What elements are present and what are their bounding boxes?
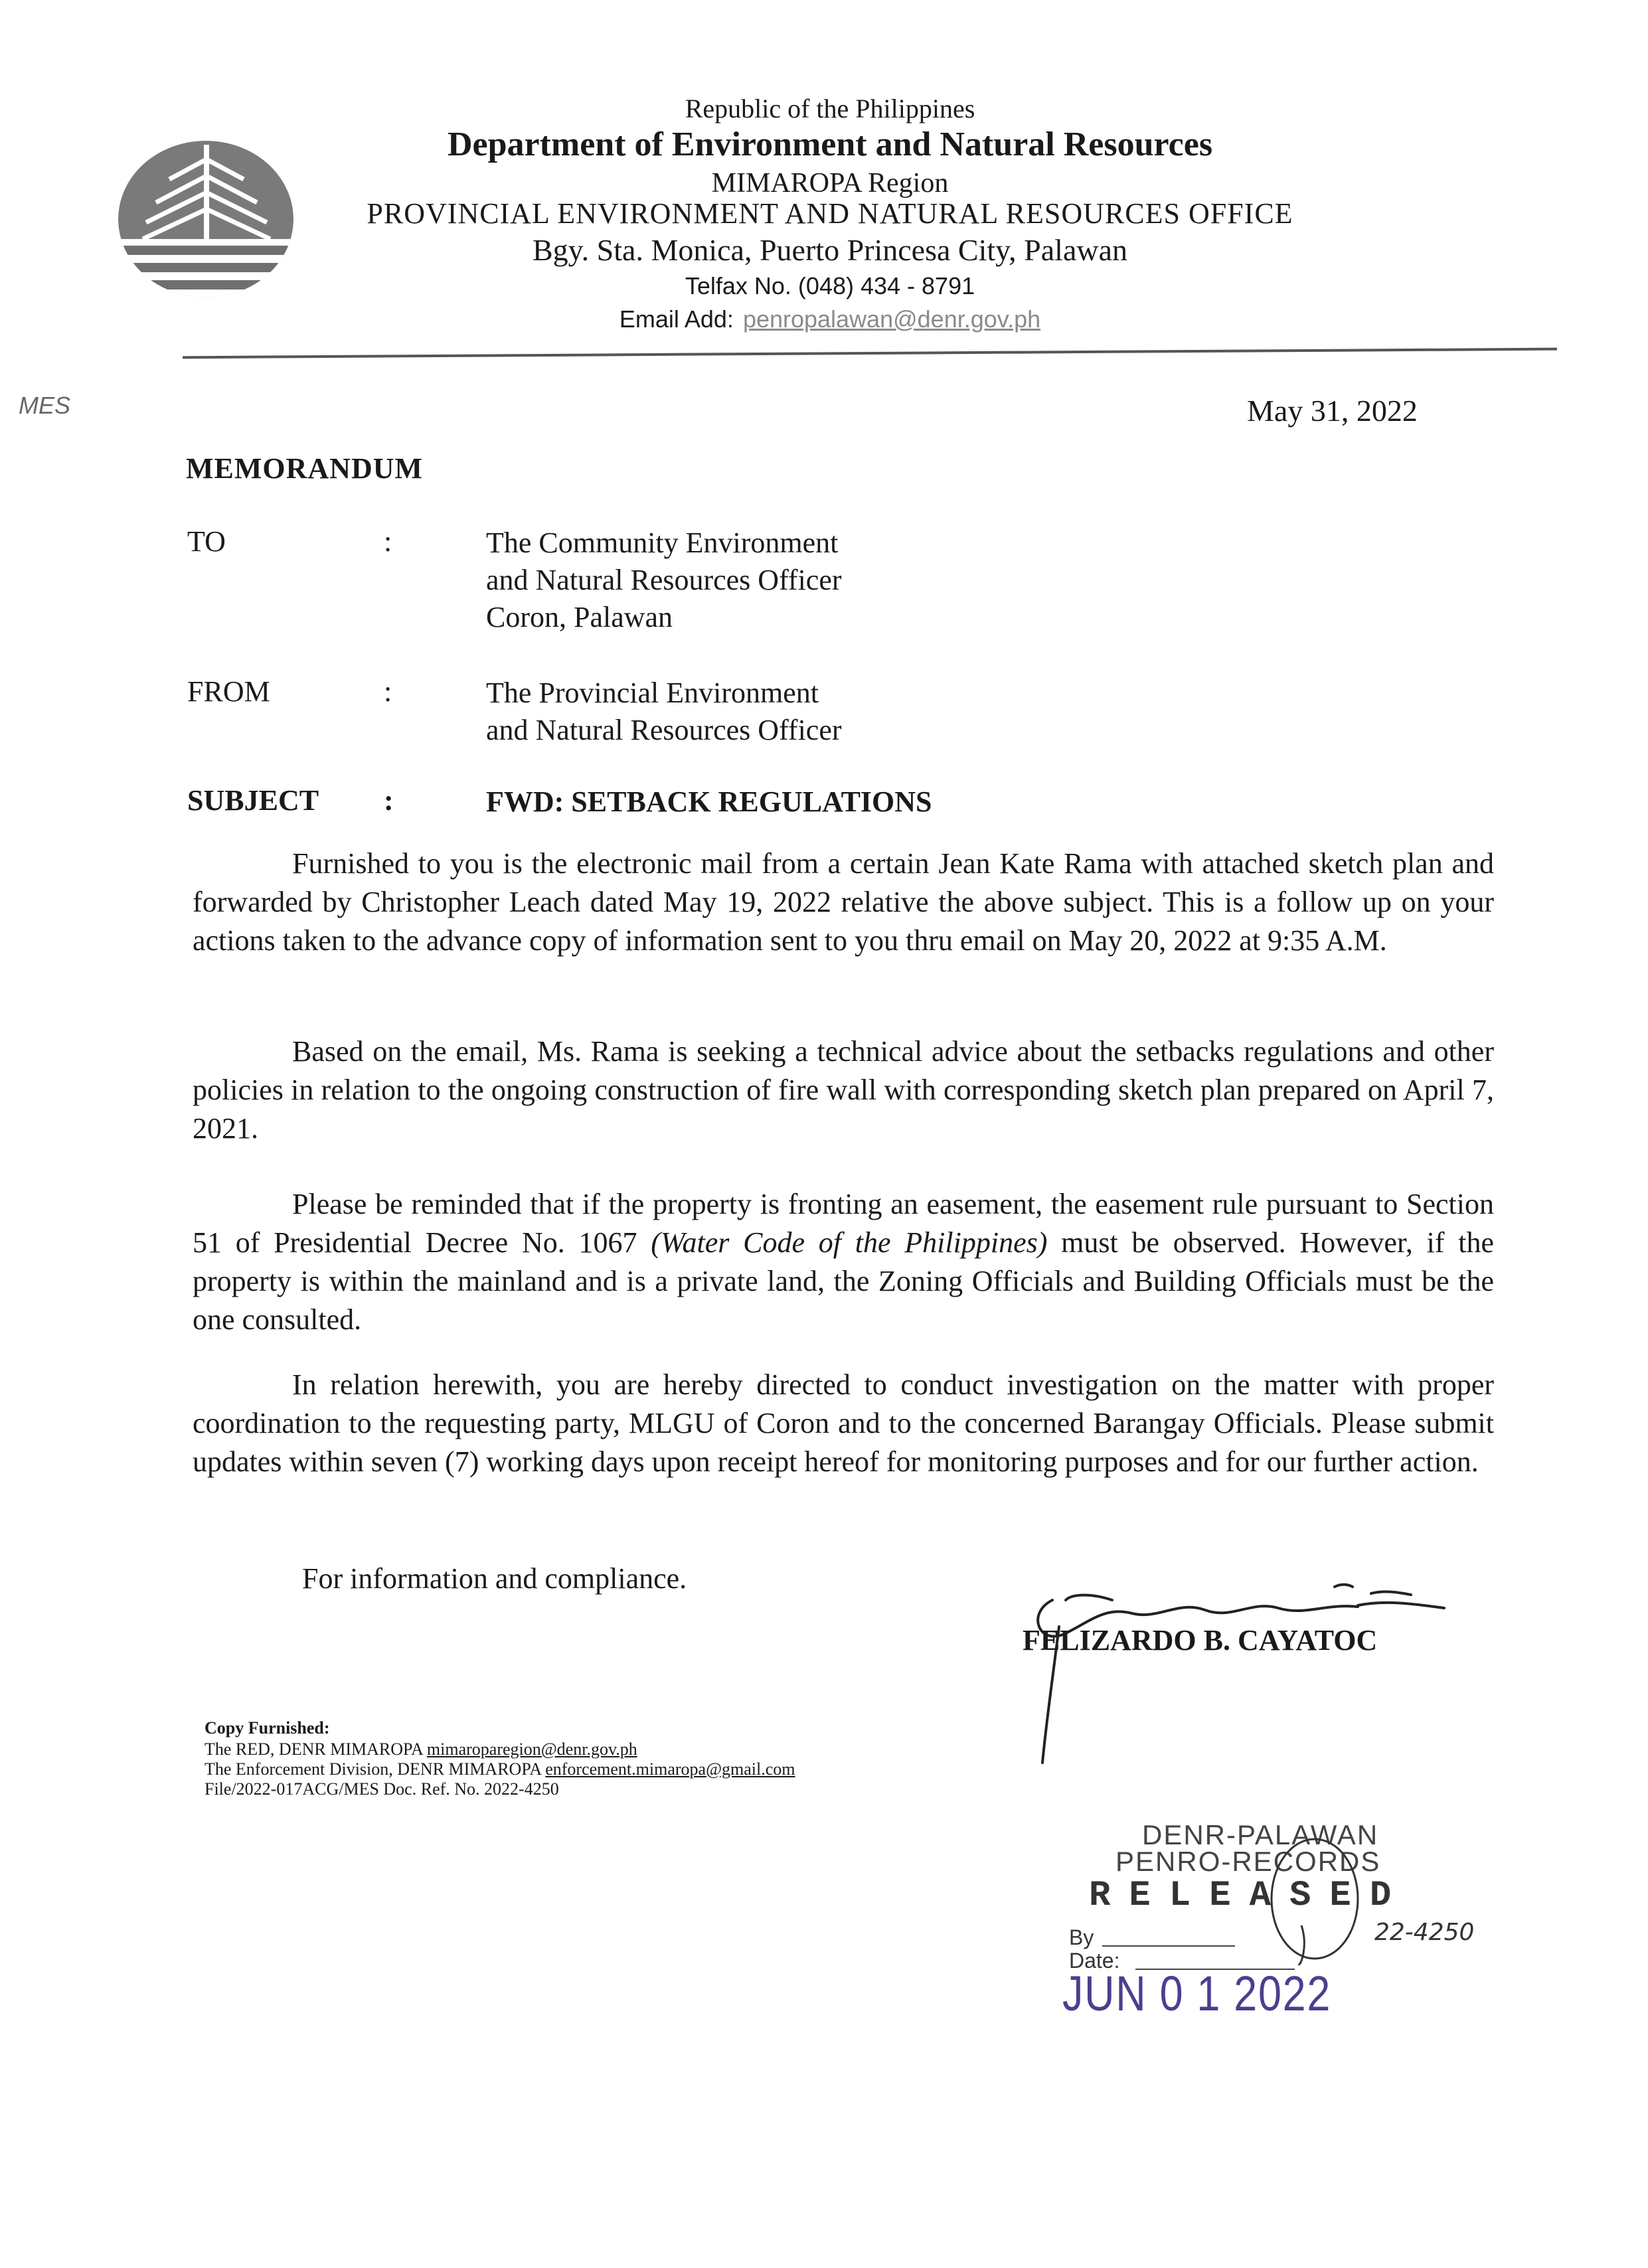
header-address: Bgy. Sta. Monica, Puerto Princesa City, Palawan: [532, 233, 1127, 267]
stamp-date: JUN 0 1 2022: [1062, 1966, 1332, 2021]
from-line: The Provincial Environment: [486, 677, 819, 709]
from-colon: :: [384, 675, 392, 708]
body-paragraph-4: [193, 1366, 1494, 1481]
cf-email-link[interactable]: enforcement.mimaropa@gmail.com: [545, 1759, 795, 1779]
to-line: Coron, Palawan: [486, 601, 673, 633]
paragraph-text: Based on the email, Ms. Rama is seeking a technical advice about the setbacks regulations and other policies in relation to the ongoing construction of fire wall with corresponding sketch plan prepared on April 7, 2021.: [193, 1035, 1494, 1145]
subject-value: FWD: SETBACK REGULATIONS: [486, 785, 932, 818]
paragraph-text-b: must be observed. However, if the property is within the mainland and is a private land, the Zoning Officials and Building Officials must be the one consulted.: [193, 1226, 1494, 1336]
copy-furnished-line: [205, 1759, 795, 1779]
body-paragraph-1: [193, 845, 1494, 960]
cf-recipient: The Enforcement Division, DENR MIMAROPA: [205, 1759, 546, 1779]
handwritten-initial: [1262, 1832, 1368, 1965]
copy-furnished-line: [205, 1740, 637, 1759]
body-paragraph-3: [193, 1185, 1494, 1339]
from-label: FROM: [187, 675, 270, 708]
header-republic: Republic of the Philippines: [685, 94, 975, 123]
header-telfax: Telfax No. (048) 434 - 8791: [685, 272, 975, 299]
cf-email-link[interactable]: mimaroparegion@denr.gov.ph: [426, 1740, 637, 1759]
to-line: The Community Environment: [486, 526, 839, 559]
water-code-title: (Water Code of the Philippines): [651, 1226, 1048, 1259]
to-line: and Natural Resources Officer: [486, 564, 842, 596]
paragraph-text: Furnished to you is the electronic mail from a certain Jean Kate Rama with attached sketch plan and forwarded by Christopher Leach dated May 19, 2022 relative the above subject. This is a follow up on your actions taken to the advance copy of information sent to you thru email on May 20, 2022 at 9:35 A.M.: [193, 847, 1494, 957]
released-stamp: [1062, 1813, 1487, 2025]
file-reference: File/2022-017ACG/MES Doc. Ref. No. 2022-4250: [205, 1779, 559, 1799]
paragraph-text: [193, 1185, 1494, 1339]
handwritten-signature: [1013, 1574, 1464, 1773]
signatory-name: FELIZARDO B. CAYATOC: [1023, 1624, 1378, 1657]
header-email: [266, 305, 1394, 333]
from-value: [486, 675, 842, 749]
from-line: and Natural Resources Officer: [486, 714, 842, 746]
closing-line: For information and compliance.: [302, 1562, 687, 1595]
header-rule: [183, 348, 1557, 359]
stamp-office: DENR-PALAWAN: [1142, 1819, 1379, 1850]
to-colon: :: [384, 525, 392, 558]
header-region: MIMAROPA Region: [711, 168, 949, 199]
stamp-by-line: [1102, 1945, 1235, 1947]
stamp-by-label: By: [1069, 1925, 1094, 1949]
stamp-date-label: Date:: [1069, 1949, 1120, 1973]
stamp-released: RELEASED: [1089, 1876, 1410, 1916]
to-value: [486, 525, 842, 636]
subject-colon: :: [384, 784, 394, 817]
header-department: Department of Environment and Natural Resources: [447, 125, 1213, 163]
paragraph-text: In relation herewith, you are hereby directed to conduct investigation on the matter with proper coordination to the requesting party, MLGU of Coron and to the concerned Barangay Officials. Please submit updates within seven (7) working days upon receipt hereof for monitoring purposes and for our further action.: [193, 1368, 1494, 1478]
memo-date: May 31, 2022: [1247, 394, 1418, 428]
memo-title: MEMORANDUM: [186, 452, 424, 485]
office-email-link[interactable]: penropalawan@denr.gov.ph: [742, 305, 1041, 333]
body-paragraph-2: [193, 1032, 1494, 1148]
paragraph-text-a: Please be reminded that if the property is fronting an easement, the easement rule pursuant to Section 51 of Presidential Decree No. 1067: [193, 1188, 1494, 1259]
margin-note: MES: [19, 392, 71, 419]
cf-recipient: The RED, DENR MIMAROPA: [205, 1740, 427, 1759]
subject-label: SUBJECT: [187, 784, 319, 817]
handwritten-ref: 22-4250: [1374, 1919, 1475, 1946]
to-label: TO: [187, 525, 226, 558]
header-office: PROVINCIAL ENVIRONMENT AND NATURAL RESOURCES OFFICE: [367, 197, 1293, 230]
email-label: Email Add:: [619, 305, 734, 333]
copy-furnished-heading: Copy Furnished:: [205, 1718, 330, 1738]
stamp-records: PENRO-RECORDS: [1115, 1846, 1381, 1877]
